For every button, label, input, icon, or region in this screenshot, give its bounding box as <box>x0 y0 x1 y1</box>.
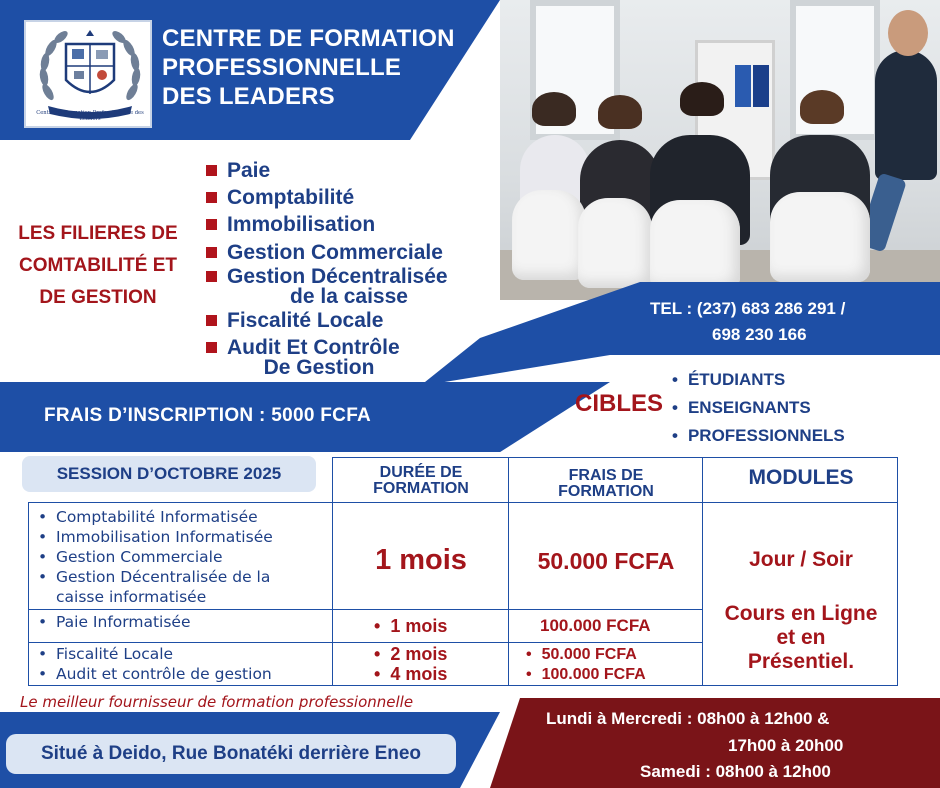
photo-presenter-head <box>888 10 928 56</box>
square-bullet-icon <box>206 342 217 353</box>
cible-item: • ÉTUDIANTS <box>672 366 845 394</box>
photo-attendee-head <box>680 82 724 116</box>
cibles-list <box>672 366 845 450</box>
table-divider <box>28 642 702 643</box>
schedule-mode: Jour / Soir <box>749 548 853 571</box>
filieres-heading-line: DE GESTION <box>39 287 157 308</box>
course-item <box>206 187 354 209</box>
course-label: Immobilisation <box>227 213 376 236</box>
phone-numbers <box>650 296 845 348</box>
row3-duration: • 4 mois <box>374 664 447 685</box>
row2-price: 100.000 FCFA <box>540 616 651 635</box>
org-title-line: PROFESSIONNELLE <box>162 54 402 81</box>
filieres-heading-line: COMTABILITÉ ET <box>19 255 177 276</box>
tagline: Le meilleur fournisseur de formation professionnelle <box>20 693 414 711</box>
org-logo <box>24 20 152 128</box>
logo-caption: Centre de Formation Professionnelle des Leaders <box>36 110 144 122</box>
square-bullet-icon <box>206 165 217 176</box>
registration-fee: FRAIS D’INSCRIPTION : 5000 FCFA <box>44 405 372 426</box>
filieres-heading <box>0 218 196 314</box>
photo-attendee-head <box>800 90 844 124</box>
course-format <box>704 602 898 674</box>
module-item-text: caisse informatisée <box>56 588 207 606</box>
row3-price: • 50.000 FCFA <box>526 646 637 664</box>
course-label-continued: De Gestion <box>263 356 375 379</box>
duration-header <box>334 465 508 497</box>
photo-chair <box>770 192 870 282</box>
duration-header-line: DURÉE DE <box>379 464 463 481</box>
hours-evening: 17h00 à 20h00 <box>728 736 844 755</box>
cible-item: • PROFESSIONNELS <box>672 422 845 450</box>
photo-chair <box>512 190 586 280</box>
row2-duration: • 1 mois <box>374 616 447 637</box>
module-item: • Audit et contrôle de gestion <box>34 664 272 684</box>
module-item: • Gestion Commerciale <box>34 547 273 567</box>
course-item <box>206 266 492 308</box>
module-item: • Paie Informatisée <box>34 612 190 632</box>
row2-modules <box>34 612 190 632</box>
course-label: Comptabilité <box>227 186 355 209</box>
course-format-line: Cours en Ligne <box>724 602 878 625</box>
filieres-heading-line: LES FILIERES DE <box>18 223 178 244</box>
course-item <box>206 310 383 332</box>
price-header-line: FORMATION <box>558 483 654 500</box>
price-header <box>510 468 702 500</box>
org-title <box>162 24 455 111</box>
photo-chair <box>650 200 740 290</box>
photo-binder <box>735 65 751 107</box>
course-label: Fiscalité Locale <box>227 309 384 332</box>
modules-header: MODULES <box>748 466 854 489</box>
duration-header-line: FORMATION <box>373 480 469 497</box>
row3-duration: • 2 mois <box>374 644 447 665</box>
cible-item: • ENSEIGNANTS <box>672 394 845 422</box>
row3-modules <box>34 644 272 684</box>
square-bullet-icon <box>206 271 217 282</box>
photo-attendee-head <box>532 92 576 126</box>
org-title-line: DES LEADERS <box>162 83 335 110</box>
row3-price: • 100.000 FCFA <box>526 666 646 684</box>
row1-duration: 1 mois <box>375 544 467 576</box>
session-label: SESSION D’OCTOBRE 2025 <box>22 456 316 492</box>
course-label: Audit Et Contrôle <box>227 336 400 359</box>
row1-price: 50.000 FCFA <box>537 548 675 574</box>
course-label-continued: de la caisse <box>290 285 408 308</box>
photo-chair <box>578 198 652 288</box>
phone-line: 698 230 166 <box>712 325 807 344</box>
photo-presenter <box>875 50 937 180</box>
classroom-photo <box>500 0 940 300</box>
cibles-label: CIBLES <box>575 390 664 417</box>
table-divider <box>332 502 333 686</box>
course-format-line: Présentiel. <box>747 650 855 673</box>
hours-saturday: Samedi : 08h00 à 12h00 <box>640 762 831 781</box>
square-bullet-icon <box>206 192 217 203</box>
module-item: • Immobilisation Informatisée <box>34 527 273 547</box>
row1-modules <box>34 507 273 607</box>
module-item-text: Gestion Décentralisée de la <box>56 568 271 586</box>
hours-weekdays: Lundi à Mercredi : 08h00 à 12h00 & <box>546 709 830 728</box>
photo-attendee-head <box>598 95 642 129</box>
module-item: • Comptabilité Informatisée <box>34 507 273 527</box>
square-bullet-icon <box>206 315 217 326</box>
course-item <box>206 337 432 379</box>
course-label: Paie <box>227 159 271 182</box>
course-format-line: et en <box>776 626 826 649</box>
square-bullet-icon <box>206 219 217 230</box>
course-item <box>206 242 443 264</box>
course-item <box>206 160 270 182</box>
org-title-line: CENTRE DE FORMATION <box>162 25 455 52</box>
module-item: • Fiscalité Locale <box>34 644 272 664</box>
course-item <box>206 214 375 236</box>
photo-binder <box>753 65 769 107</box>
table-divider <box>28 609 702 610</box>
square-bullet-icon <box>206 247 217 258</box>
location: Situé à Deido, Rue Bonatéki derrière Eneo <box>6 734 456 774</box>
course-label: Gestion Commerciale <box>227 241 443 264</box>
module-item <box>34 567 273 607</box>
course-label: Gestion Décentralisée <box>227 265 448 288</box>
phone-line: TEL : (237) 683 286 291 / <box>650 299 846 318</box>
price-header-line: FRAIS DE <box>568 467 644 484</box>
